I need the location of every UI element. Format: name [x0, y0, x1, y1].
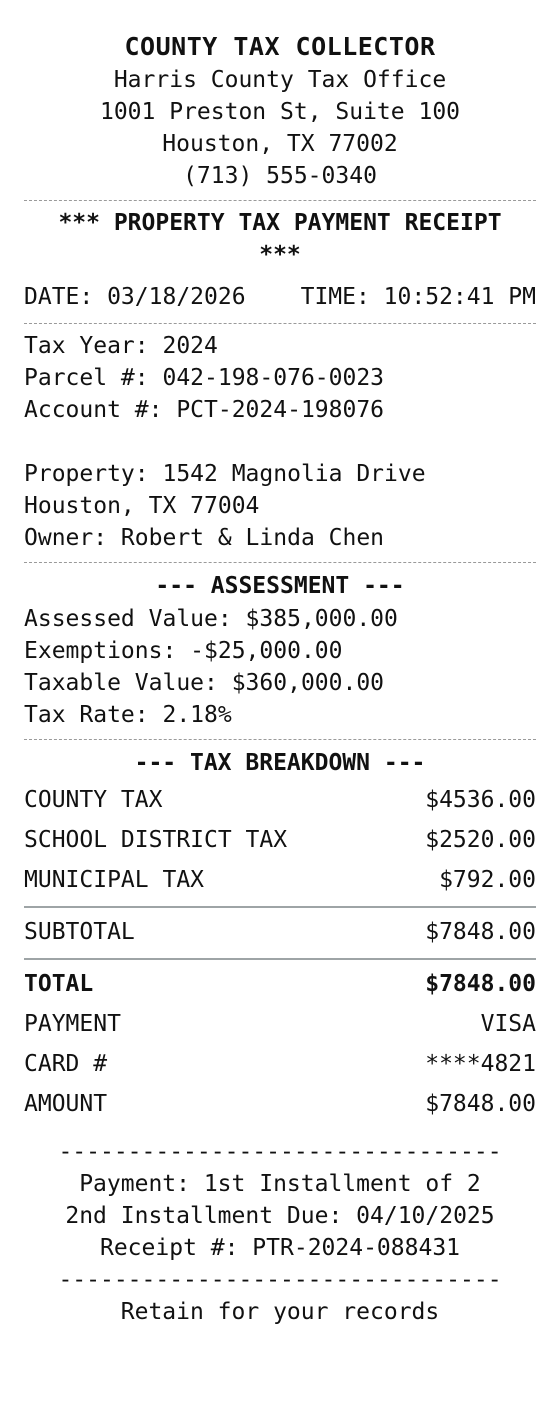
amount-paid-row: [24, 1084, 536, 1124]
payment-method-label: PAYMENT: [24, 1011, 121, 1037]
line-item-amount: $4536.00: [425, 787, 536, 813]
blank-line: [24, 426, 536, 458]
office-address-line2: Houston, TX 77002: [162, 131, 398, 157]
divider: [24, 200, 536, 201]
exemptions: Exemptions: -$25,000.00: [24, 638, 343, 664]
divider: [24, 323, 536, 324]
assessed-value: Assessed Value: $385,000.00: [24, 606, 398, 632]
second-installment-due: 2nd Installment Due: 04/10/2025: [65, 1203, 495, 1229]
office-address-line1: 1001 Preston St, Suite 100: [99, 99, 461, 125]
subtotal-row: [24, 912, 536, 952]
footer-rule: --------------------------------: [58, 1139, 502, 1165]
line-item-label: COUNTY TAX: [24, 787, 163, 813]
line-item: [24, 780, 536, 820]
gap: [24, 1124, 536, 1136]
breakdown-heading: --- TAX BREAKDOWN ---: [134, 750, 426, 776]
total-value: $7848.00: [425, 971, 536, 997]
amount-paid-label: AMOUNT: [24, 1091, 108, 1117]
receipt-title-line2: ***: [259, 242, 301, 268]
line-item-label: SCHOOL DISTRICT TAX: [24, 827, 288, 853]
line-item: [24, 820, 536, 860]
payment-method-value: VISA: [480, 1011, 536, 1037]
line-item-amount: $2520.00: [425, 827, 536, 853]
divider: [24, 739, 536, 740]
total-label: TOTAL: [24, 971, 94, 997]
taxable-value: Taxable Value: $360,000.00: [24, 670, 385, 696]
property-address-line2: Houston, TX 77004: [24, 493, 260, 519]
receipt-title-line1: *** PROPERTY TAX PAYMENT RECEIPT: [58, 210, 502, 236]
tax-year: Tax Year: 2024: [24, 333, 218, 359]
line-item-amount: $792.00: [439, 867, 536, 893]
payment-method-row: [24, 1004, 536, 1044]
divider: [24, 958, 536, 960]
total-row: [24, 964, 536, 1004]
datetime-row: [24, 279, 536, 315]
footer-rule: --------------------------------: [58, 1267, 502, 1293]
divider: [24, 562, 536, 563]
receipt-number: Receipt #: PTR-2024-088431: [99, 1235, 461, 1261]
retain-notice: Retain for your records: [120, 1299, 440, 1325]
assessment-heading: --- ASSESSMENT ---: [155, 573, 405, 599]
receipt-date: DATE: 03/18/2026: [24, 284, 246, 310]
subtotal-value: $7848.00: [425, 919, 536, 945]
line-item-label: MUNICIPAL TAX: [24, 867, 205, 893]
property-owner: Owner: Robert & Linda Chen: [24, 525, 385, 551]
office-title: COUNTY TAX COLLECTOR: [124, 32, 436, 61]
card-number-label: CARD #: [24, 1051, 108, 1077]
amount-paid-value: $7848.00: [425, 1091, 536, 1117]
office-phone: (713) 555-0340: [183, 163, 377, 189]
parcel-number: Parcel #: 042-198-076-0023: [24, 365, 385, 391]
line-item: [24, 860, 536, 900]
receipt-time: TIME: 10:52:41 PM: [300, 284, 536, 310]
property-address-line1: Property: 1542 Magnolia Drive: [24, 461, 426, 487]
tax-rate: Tax Rate: 2.18%: [24, 702, 232, 728]
account-number: Account #: PCT-2024-198076: [24, 397, 385, 423]
receipt-title: [24, 207, 536, 271]
card-number-value: ****4821: [425, 1051, 536, 1077]
office-name: Harris County Tax Office: [113, 67, 447, 93]
subtotal-label: SUBTOTAL: [24, 919, 135, 945]
card-number-row: [24, 1044, 536, 1084]
divider: [24, 906, 536, 908]
installment-info: Payment: 1st Installment of 2: [79, 1171, 481, 1197]
